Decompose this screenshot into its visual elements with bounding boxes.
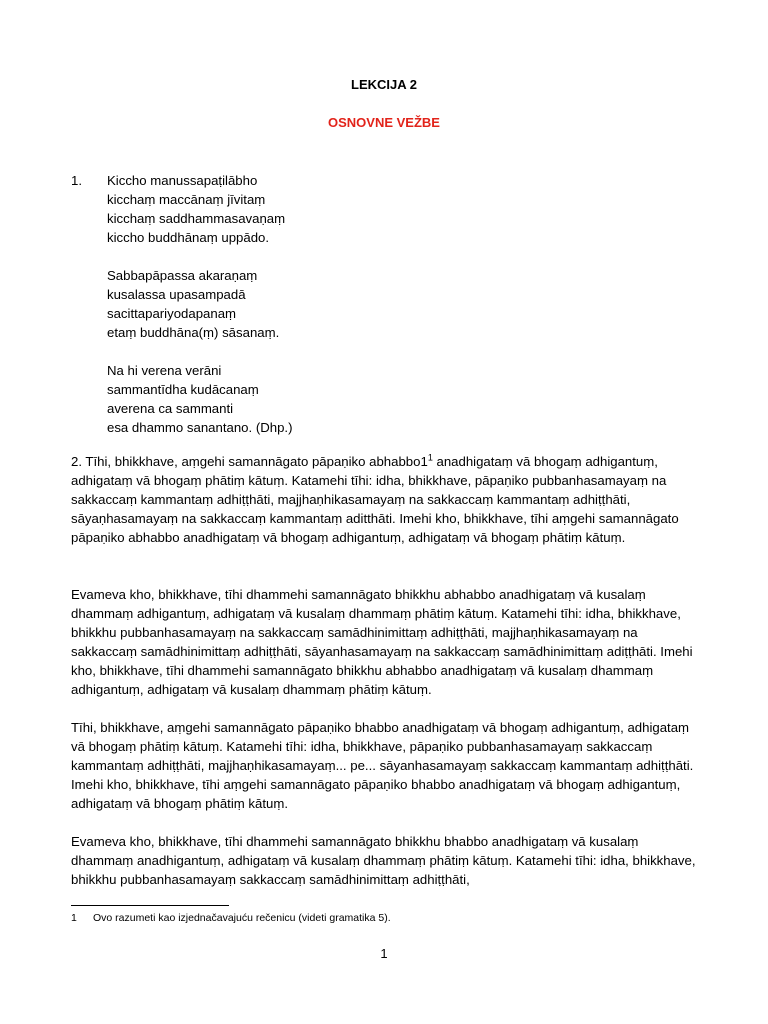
footnote-reference[interactable]: 1 [427, 452, 433, 463]
paragraph-text: anadhigataṃ vā bhogaṃ adhigantuṃ, adhigataṃ vā bhogaṃ phātiṃ kātuṃ. Katamehi tīhi: idha, bhikkhave, pāpaṇiko pubbanhasamayaṃ na sakkaccaṃ kammantaṃ adhiṭṭhāti, majjhaṇhikasamayaṃ na sakkaccaṃ kammantaṃ adhiṭṭhāti, sāyaṇhasamayaṃ na sakkaccaṃ kammantaṃ aditthāti. Imehi kho, bhikkhave, tīhi aṃgehi samannāgato pāpaṇiko abhabbo anadhigataṃ vā bhogaṃ adhigantuṃ, adhigataṃ vā bhogaṃ phātiṃ kātuṃ. [71, 454, 679, 545]
footnote-number: 1 [71, 912, 77, 924]
stanza [107, 361, 292, 437]
paragraph [71, 452, 701, 547]
verse-line: kusalassa upasampadā [107, 287, 246, 302]
verse-line: Na hi verena verāni [107, 363, 222, 378]
stanza [107, 266, 292, 342]
verse-line: esa dhammo sanantano. (Dhp.) [107, 420, 293, 435]
verse-line: Sabbapāpassa akaraṇaṃ [107, 268, 258, 283]
verse-line: etaṃ buddhāna(ṃ) sāsanaṃ. [107, 325, 280, 340]
verse-line: sacittapariyodapanaṃ [107, 306, 237, 321]
paragraph: Evameva kho, bhikkhave, tīhi dhammehi samannāgato bhikkhu bhabbo anadhigataṃ vā kusalaṃ dhammaṃ anadhigantuṃ, adhigataṃ vā kusalaṃ dhammaṃ phātiṃ kātuṃ. Katamehi tīhi: idha, bhikkhave, bhikkhu pubbanhasamayaṃ sakkaccaṃ samādhinimittaṃ adhiṭṭhāti, [71, 834, 696, 887]
verse-line: kicchaṃ maccānaṃ jīvitaṃ [107, 192, 266, 207]
paragraph-text: 2. Tīhi, bhikkhave, aṃgehi samannāgato pāpaṇiko abhabbo1 [71, 454, 428, 469]
verse-block [107, 171, 292, 456]
verse-line: sammantīdha kudācanaṃ [107, 382, 259, 397]
paragraph: Evameva kho, bhikkhave, tīhi dhammehi samannāgato bhikkhu abhabbo anadhigataṃ vā kusalaṃ dhammaṃ adhigantuṃ, adhigataṃ vā kusalaṃ dhammaṃ phātiṃ kātuṃ. Katamehi tīhi: idha, bhikkhave, bhikkhu pubbanhasamayaṃ na sakkaccaṃ samādhinimittaṃ adhiṭṭhāti, majjhaṇhikasamayaṃ na sakkaccaṃ samādhinimittaṃ adhiṭṭhāti, sāyanhasamayaṃ na sakkaccaṃ samādhinimittaṃ adiṭṭhāti. Imehi kho, bhikkhave, tīhi dhammehi samannāgato bhikkhu abhabbo anadhigataṃ vā kusalaṃ dhammaṃ adhigantuṃ, adhigataṃ vā kusalaṃ dhammaṃ phātiṃ kātuṃ. [71, 587, 693, 697]
footnote [71, 911, 391, 925]
footnote-separator [71, 905, 229, 906]
lesson-title: LEKCIJA 2 [351, 77, 417, 92]
verse-line: kiccho buddhānaṃ uppādo. [107, 230, 270, 245]
section-title: OSNOVNE VEŽBE [328, 115, 440, 130]
paragraph: Tīhi, bhikkhave, aṃgehi samannāgato pāpaṇiko bhabbo anadhigataṃ vā bhogaṃ adhigantuṃ, adhigataṃ vā bhogaṃ phātiṃ kātuṃ. Katamehi tīhi: idha, bhikkhave, pāpaṇiko pubbanhasamayaṃ sakkaccaṃ kammantaṃ adhiṭṭhāti, majjhaṇhikasamayaṃ... pe... sāyanhasamayaṃ sakkaccaṃ kammantaṃ adhiṭṭhāti. Imehi kho, bhikkhave, tīhi aṃgehi samannāgato pāpaṇiko bhabbo anadhigataṃ vā bhogaṃ adhigantuṃ, adhigataṃ vā bhogaṃ phātiṃ kātuṃ. [71, 720, 694, 811]
page-number: 1 [380, 946, 388, 961]
verse-line: kicchaṃ saddhammasavaṇaṃ [107, 211, 286, 226]
stanza [107, 171, 292, 247]
verse-line: averena ca sammanti [107, 401, 234, 416]
footnote-text: Ovo razumeti kao izjednačavajuću rečenicu (videti gramatika 5). [93, 912, 391, 924]
item-number: 1. [71, 173, 82, 188]
verse-line: Kiccho manussapaṭilābho [107, 173, 258, 188]
